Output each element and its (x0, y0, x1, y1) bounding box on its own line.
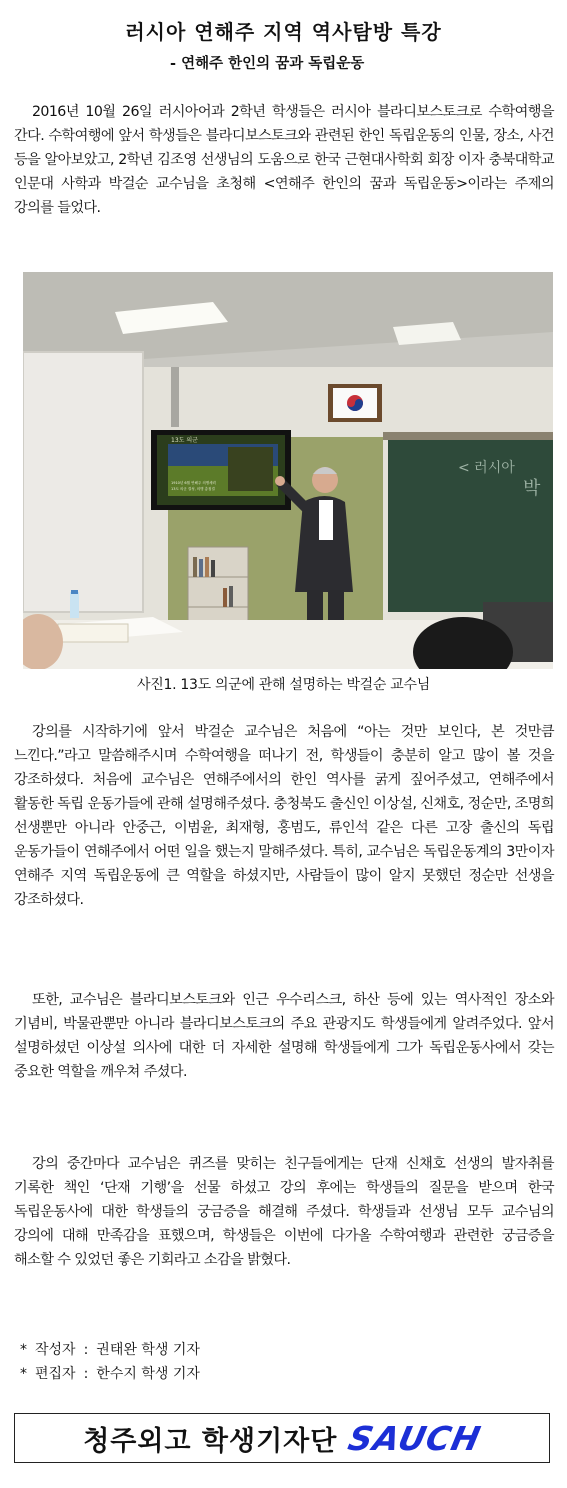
photo-caption: 사진1. 13도 의군에 관해 설명하는 박걸순 교수님 (137, 677, 430, 693)
chalkboard-text-2: 박 (523, 478, 541, 499)
article-paragraph-1 (14, 100, 554, 220)
lecture-photo (23, 272, 553, 669)
slide-title: 13도 의군 (171, 437, 198, 444)
credit-mark: * (20, 1366, 27, 1382)
credit-separator: : (83, 1342, 89, 1358)
article-paragraph-3 (14, 988, 554, 1084)
paragraph-2-text: 강의를 시작하기에 앞서 박걸순 교수님은 처음에 “아는 것만 보인다, 본 것만큼 느낀다.”라고 말씀해주시며 수학여행을 떠나기 전, 학생들이 충분히 알고 많이 볼 것을 강조하셨다. 처음에 교수님은 연해주에서의 한인 역사를 굵게 짚어주셨고, 연해주에서 활동한 독립 운동가들에 관해 설명해주셨다. 충청북도 출신인 이상설, 신채호, 정순만, 조명희 선생뿐만 아니라 안중근, 이범윤, 최재형, 홍범도, 류인석 같은 다른 고장 출신의 독립 운동가들이 연해주에서 어떤 일을 했는지 말해주셨다. 특히, 교수님은 독립운동계의 3만이자 연해주 지역 독립운동에 큰 역할을 하셨지만, 사람들이 많이 알지 못했던 정순만 선생을 강조하셨다. (14, 724, 554, 908)
article-paragraph-2 (14, 720, 554, 912)
credits (20, 1338, 200, 1386)
article-title: 러시아 연해주 지역 역사탐방 특강 (125, 20, 442, 44)
credit-writer (20, 1338, 200, 1362)
credit-role: 작성자 (35, 1342, 76, 1358)
credit-name: 한수지 학생 기자 (96, 1366, 200, 1382)
paragraph-1-text: 2016년 10월 26일 러시아어과 2학년 학생들은 러시아 블라디보스토크로 수학여행을 간다. 수학여행에 앞서 학생들은 블라디보스토크와 관련된 한인 독립운동의 인물, 장소, 사건 등을 알아보았고, 2학년 김조영 선생님의 도움으로 한국 근현대사학회 회장 이자 충북대학교 인문대 사학과 박걸순 교수님을 초청해 <연해주 한인의 꿈과 독립운동>이라는 주제의 강의를 들었다. (14, 104, 554, 216)
credit-editor (20, 1362, 200, 1386)
chalkboard-text-1: < 러시아 (458, 460, 515, 476)
credit-separator: : (83, 1366, 89, 1382)
paragraph-4-text: 강의 중간마다 교수님은 퀴즈를 맞히는 친구들에게는 단재 신채호 선생의 발자취를 기록한 책인 ‘단재 기행’을 선물 하셨고 강의 후에는 학생들의 질문을 받으며 한국 독립운동사에 대한 학생들의 궁금증을 해결해 주셨다. 학생들과 선생님 모두 교수님의 강의에 대해 만족감을 표했으며, 학생들은 이번에 다가올 수학여행과 관련한 궁금증을 해소할 수 있었던 좋은 기회라고 소감을 밝혔다. (14, 1156, 554, 1268)
footer-text: 청주외고 학생기자단 (83, 1425, 338, 1457)
credit-role: 편집자 (35, 1366, 76, 1382)
article-paragraph-4 (14, 1152, 554, 1272)
article-subtitle: - 연해주 한인의 꿈과 독립운동 (170, 56, 365, 72)
slide-caption-1: 1910년 6월 연해주 의병세력 (171, 481, 216, 485)
footer-banner (14, 1413, 550, 1463)
paragraph-3-text: 또한, 교수님은 블라디보스토크와 인근 우수리스크, 하산 등에 있는 역사적인 장소와 기념비, 박물관뿐만 아니라 블라디보스토크의 주요 관광지도 학생들에게 알려주었다. 앞서 설명하셨던 이상설 의사에 대한 더 자세한 설명해 학생들에게 그가 독립운동사에서 갖는 중요한 역할을 깨우쳐 주셨다. (14, 992, 554, 1080)
credit-name: 권태완 학생 기자 (96, 1342, 200, 1358)
credit-mark: * (20, 1342, 27, 1358)
footer-logo: SAUCH (345, 1418, 485, 1458)
slide-caption-2: 13도 의군 결성, 의병 총집결 (171, 487, 215, 491)
